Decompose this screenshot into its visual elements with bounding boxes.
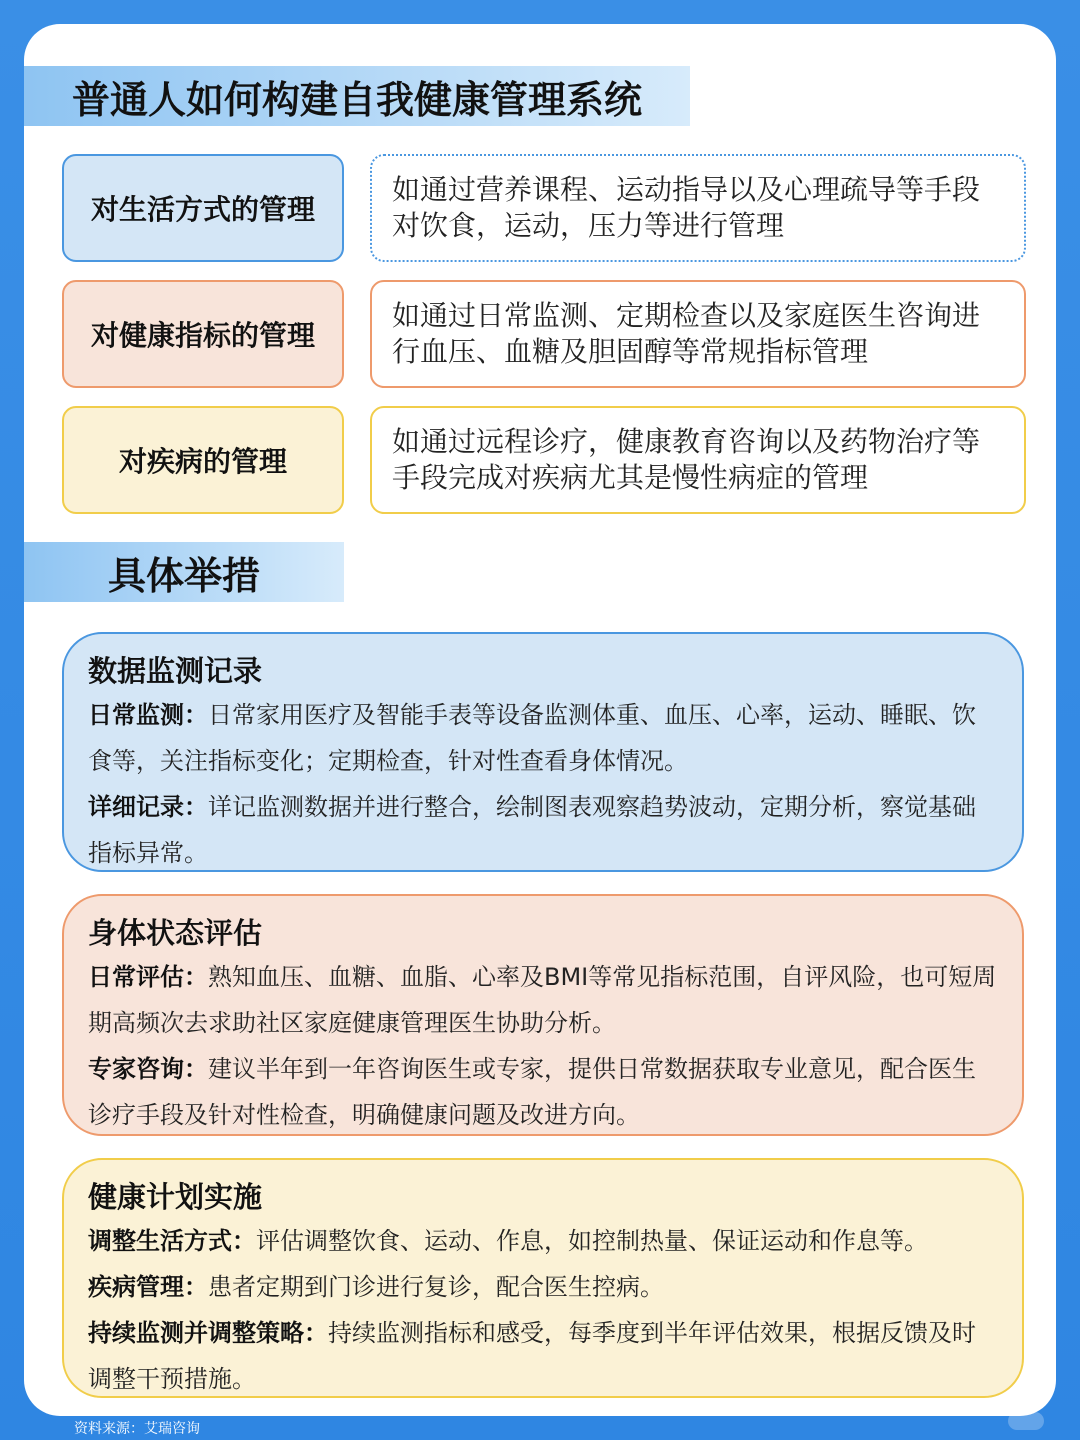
row-label-indicators: 对健康指标的管理 xyxy=(62,280,344,388)
row-desc-lifestyle: 如通过营养课程、运动指导以及心理疏导等手段对饮食，运动，压力等进行管理 xyxy=(370,154,1026,262)
section-heading: 身体状态评估 xyxy=(88,916,263,950)
section-heading: 数据监测记录 xyxy=(88,654,263,688)
content-card xyxy=(24,24,1056,1416)
row-desc-indicators: 如通过日常监测、定期检查以及家庭医生咨询进行血压、血糖及胆固醇等常规指标管理 xyxy=(370,280,1026,388)
section-plan-implementation xyxy=(62,1158,1024,1398)
section-data-monitoring xyxy=(62,632,1024,872)
section-item: 调整生活方式：评估调整饮食、运动、作息，如控制热量、保证运动和作息等。 xyxy=(88,1227,928,1255)
section-heading: 健康计划实施 xyxy=(88,1180,263,1214)
section-item: 持续监测并调整策略：持续监测指标和感受，每季度到半年评估效果，根据反馈及时调整干预措施。 xyxy=(88,1319,976,1393)
section-item: 专家咨询：建议半年到一年咨询医生或专家，提供日常数据获取专业意见，配合医生诊疗手段及针对性检查，明确健康问题及改进方向。 xyxy=(88,1055,976,1129)
section-item: 日常评估：熟知血压、血糖、血脂、心率及BMI等常见指标范围，自评风险，也可短周期高频次去求助社区家庭健康管理医生协助分析。 xyxy=(88,963,997,1037)
section-item: 详细记录：详记监测数据并进行整合，绘制图表观察趋势波动，定期分析，察觉基础指标异常。 xyxy=(88,793,976,867)
page-title: 普通人如何构建自我健康管理系统 xyxy=(24,66,690,126)
row-label-lifestyle: 对生活方式的管理 xyxy=(62,154,344,262)
row-desc-disease: 如通过远程诊疗，健康教育咨询以及药物治疗等手段完成对疾病尤其是慢性病症的管理 xyxy=(370,406,1026,514)
section-item: 疾病管理：患者定期到门诊进行复诊，配合医生控病。 xyxy=(88,1273,664,1301)
section-item: 日常监测：日常家用医疗及智能手表等设备监测体重、血压、心率，运动、睡眠、饮食等，关注指标变化；定期检查，针对性查看身体情况。 xyxy=(88,701,976,775)
source-note: 资料来源：艾瑞咨询 xyxy=(74,1421,200,1437)
row-label-disease: 对疾病的管理 xyxy=(62,406,344,514)
section-status-assessment xyxy=(62,894,1024,1136)
watermark-badge xyxy=(1008,1412,1044,1430)
section-subtitle: 具体举措 xyxy=(24,542,344,602)
